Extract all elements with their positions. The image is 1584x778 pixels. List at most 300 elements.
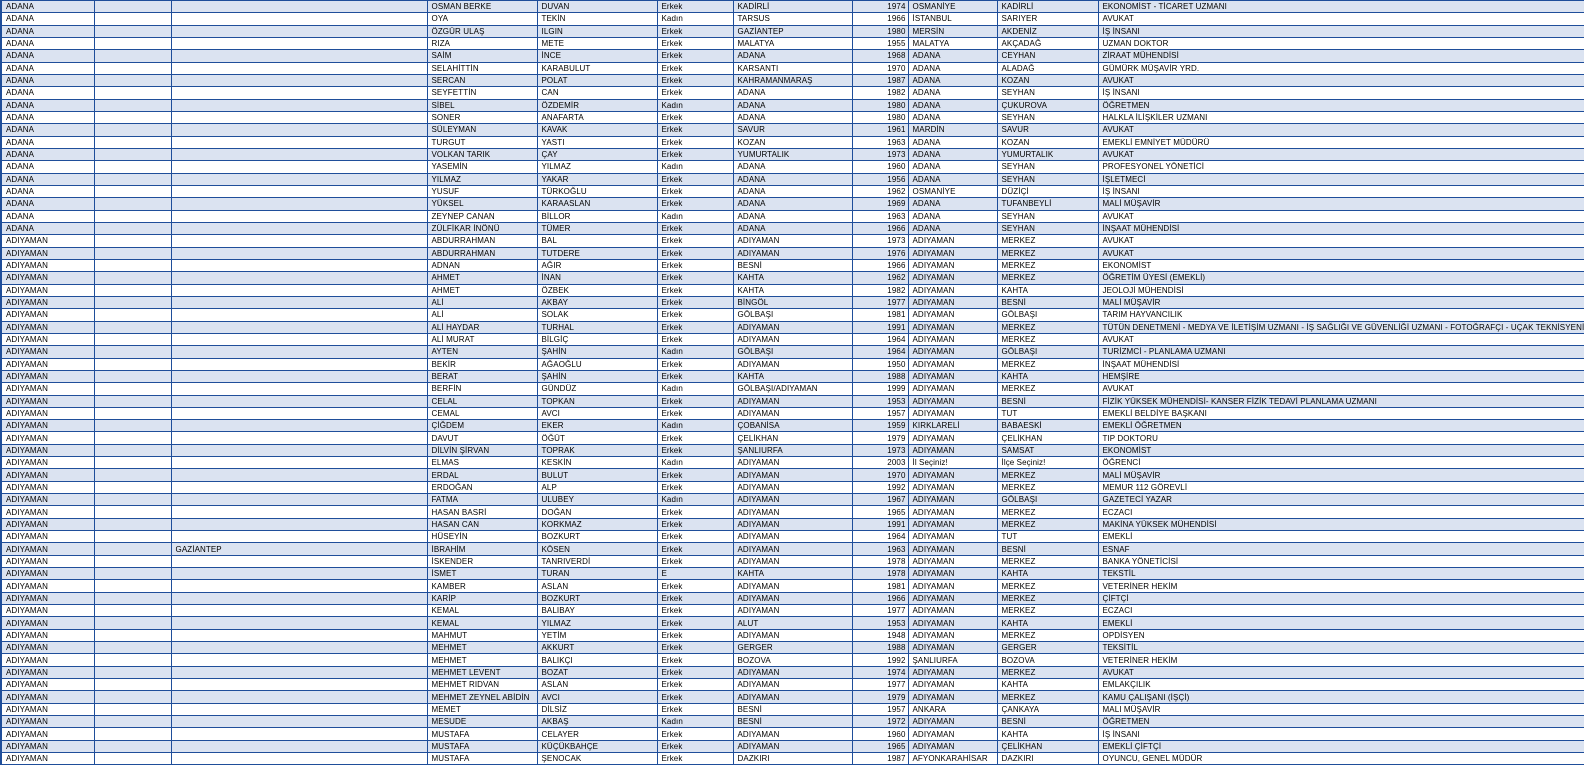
birthplace-cell[interactable]: MALATYA [733,37,852,49]
blank-cell[interactable] [94,420,171,432]
last-name-cell[interactable]: SOLAK [537,309,657,321]
province-cell[interactable]: ADIYAMAN [1,395,94,407]
birthplace-cell[interactable]: ADIYAMAN [733,358,852,370]
alt-province-cell[interactable] [171,531,427,543]
first-name-cell[interactable]: ZEYNEP CANAN [427,210,537,222]
birthplace-cell[interactable]: ADIYAMAN [733,235,852,247]
first-name-cell[interactable]: ALİ [427,309,537,321]
alt-province-cell[interactable] [171,185,427,197]
first-name-cell[interactable]: AHMET [427,284,537,296]
occupation-cell[interactable]: UZMAN DOKTOR [1098,37,1584,49]
alt-province-cell[interactable] [171,87,427,99]
blank-cell[interactable] [94,247,171,259]
province-cell[interactable]: ADIYAMAN [1,407,94,419]
birthplace-cell[interactable]: BİNGÖL [733,296,852,308]
last-name-cell[interactable]: GÜNDÜZ [537,383,657,395]
gender-cell[interactable]: Erkek [657,740,733,752]
residence-province-cell[interactable]: ADIYAMAN [908,543,997,555]
first-name-cell[interactable]: ERDOĞAN [427,481,537,493]
gender-cell[interactable]: Erkek [657,605,733,617]
residence-province-cell[interactable]: İl Seçiniz! [908,457,997,469]
residence-province-cell[interactable]: ADIYAMAN [908,642,997,654]
alt-province-cell[interactable] [171,222,427,234]
gender-cell[interactable]: Kadın [657,457,733,469]
blank-cell[interactable] [94,136,171,148]
occupation-cell[interactable]: MALİ MÜŞAVİR [1098,469,1584,481]
residence-district-cell[interactable]: MERKEZ [997,691,1098,703]
alt-province-cell[interactable] [171,13,427,25]
first-name-cell[interactable]: YÜKSEL [427,198,537,210]
residence-district-cell[interactable]: BESNİ [997,395,1098,407]
first-name-cell[interactable]: MUSTAFA [427,740,537,752]
birth-year-cell[interactable]: 1963 [852,210,908,222]
occupation-cell[interactable]: ECZACI [1098,605,1584,617]
last-name-cell[interactable]: CAN [537,87,657,99]
alt-province-cell[interactable] [171,716,427,728]
occupation-cell[interactable]: EMEKLİ ÇİFTÇİ [1098,740,1584,752]
province-cell[interactable]: ADIYAMAN [1,753,94,765]
residence-province-cell[interactable]: ADIYAMAN [908,272,997,284]
residence-district-cell[interactable]: TUT [997,531,1098,543]
alt-province-cell[interactable] [171,728,427,740]
alt-province-cell[interactable] [171,74,427,86]
blank-cell[interactable] [94,87,171,99]
occupation-cell[interactable]: İNŞAAT MÜHENDİSİ [1098,358,1584,370]
occupation-cell[interactable]: ECZACI [1098,506,1584,518]
first-name-cell[interactable]: MESUDE [427,716,537,728]
gender-cell[interactable]: Erkek [657,37,733,49]
last-name-cell[interactable]: KÜÇÜKBAHÇE [537,740,657,752]
birthplace-cell[interactable]: ADIYAMAN [733,481,852,493]
occupation-cell[interactable]: ZİRAAT MÜHENDİSİ [1098,50,1584,62]
last-name-cell[interactable]: YAKAR [537,173,657,185]
gender-cell[interactable]: Kadın [657,99,733,111]
residence-district-cell[interactable]: TUFANBEYLİ [997,198,1098,210]
residence-province-cell[interactable]: MARDİN [908,124,997,136]
gender-cell[interactable]: Kadın [657,716,733,728]
occupation-cell[interactable]: HALKLA İLİŞKİLER UZMANI [1098,111,1584,123]
residence-district-cell[interactable]: AKDENİZ [997,25,1098,37]
alt-province-cell[interactable] [171,481,427,493]
occupation-cell[interactable]: GÜMÜRK MÜŞAVİR YRD. [1098,62,1584,74]
occupation-cell[interactable]: İŞ İNSANI [1098,87,1584,99]
birthplace-cell[interactable]: KAHTA [733,272,852,284]
birthplace-cell[interactable]: GÖLBAŞI/ADIYAMAN [733,383,852,395]
gender-cell[interactable]: Erkek [657,531,733,543]
occupation-cell[interactable]: İŞ İNSANI [1098,25,1584,37]
residence-province-cell[interactable]: ADIYAMAN [908,740,997,752]
birth-year-cell[interactable]: 1977 [852,679,908,691]
occupation-cell[interactable]: EKONOMİST - TİCARET UZMANI [1098,1,1584,13]
occupation-cell[interactable]: FİZİK YÜKSEK MÜHENDİSİ- KANSER FİZİK TEDAVİ PLANLAMA UZMANI [1098,395,1584,407]
residence-district-cell[interactable]: CEYHAN [997,50,1098,62]
gender-cell[interactable]: Erkek [657,185,733,197]
residence-province-cell[interactable]: ADIYAMAN [908,358,997,370]
birth-year-cell[interactable]: 1953 [852,395,908,407]
first-name-cell[interactable]: BERAT [427,370,537,382]
last-name-cell[interactable]: DOĞAN [537,506,657,518]
gender-cell[interactable]: Erkek [657,111,733,123]
birthplace-cell[interactable]: ADIYAMAN [733,679,852,691]
birthplace-cell[interactable]: ADIYAMAN [733,666,852,678]
birth-year-cell[interactable]: 1960 [852,728,908,740]
province-cell[interactable]: ADIYAMAN [1,740,94,752]
alt-province-cell[interactable] [171,198,427,210]
residence-district-cell[interactable]: AKÇADAĞ [997,37,1098,49]
blank-cell[interactable] [94,74,171,86]
first-name-cell[interactable]: MAHMUT [427,629,537,641]
province-cell[interactable]: ADIYAMAN [1,309,94,321]
alt-province-cell[interactable] [171,617,427,629]
gender-cell[interactable]: Erkek [657,247,733,259]
blank-cell[interactable] [94,654,171,666]
residence-district-cell[interactable]: DÜZİÇİ [997,185,1098,197]
last-name-cell[interactable]: ULUBEY [537,494,657,506]
alt-province-cell[interactable] [171,420,427,432]
alt-province-cell[interactable] [171,679,427,691]
occupation-cell[interactable]: AVUKAT [1098,13,1584,25]
last-name-cell[interactable]: BİLLOR [537,210,657,222]
residence-district-cell[interactable]: SEYHAN [997,111,1098,123]
residence-province-cell[interactable]: ADANA [908,198,997,210]
alt-province-cell[interactable] [171,148,427,160]
residence-district-cell[interactable]: DAZKIRI [997,753,1098,765]
province-cell[interactable]: ADIYAMAN [1,358,94,370]
blank-cell[interactable] [94,543,171,555]
last-name-cell[interactable]: AĞIR [537,259,657,271]
blank-cell[interactable] [94,703,171,715]
residence-province-cell[interactable]: ADIYAMAN [908,481,997,493]
first-name-cell[interactable]: RIZA [427,37,537,49]
alt-province-cell[interactable] [171,629,427,641]
gender-cell[interactable]: Erkek [657,543,733,555]
province-cell[interactable]: ADIYAMAN [1,321,94,333]
birthplace-cell[interactable]: GÖLBAŞI [733,346,852,358]
last-name-cell[interactable]: TURAN [537,568,657,580]
province-cell[interactable]: ADIYAMAN [1,259,94,271]
last-name-cell[interactable]: METE [537,37,657,49]
occupation-cell[interactable]: AVUKAT [1098,210,1584,222]
birth-year-cell[interactable]: 1974 [852,1,908,13]
blank-cell[interactable] [94,469,171,481]
province-cell[interactable]: ADIYAMAN [1,469,94,481]
birth-year-cell[interactable]: 1991 [852,321,908,333]
residence-province-cell[interactable]: ADIYAMAN [908,395,997,407]
residence-province-cell[interactable]: ADANA [908,62,997,74]
occupation-cell[interactable]: TARIM HAYVANCILIK [1098,309,1584,321]
first-name-cell[interactable]: DİLVİN ŞİRVAN [427,444,537,456]
residence-district-cell[interactable]: KAHTA [997,679,1098,691]
birthplace-cell[interactable]: ADIYAMAN [733,605,852,617]
province-cell[interactable]: ADIYAMAN [1,568,94,580]
birth-year-cell[interactable]: 1950 [852,358,908,370]
province-cell[interactable]: ADIYAMAN [1,481,94,493]
occupation-cell[interactable]: TEKSTİL [1098,568,1584,580]
alt-province-cell[interactable] [171,580,427,592]
residence-province-cell[interactable]: ADANA [908,87,997,99]
residence-district-cell[interactable]: ALADAĞ [997,62,1098,74]
gender-cell[interactable]: Erkek [657,395,733,407]
blank-cell[interactable] [94,383,171,395]
last-name-cell[interactable]: ŞAHİN [537,370,657,382]
province-cell[interactable]: ADIYAMAN [1,592,94,604]
gender-cell[interactable]: Erkek [657,173,733,185]
residence-province-cell[interactable]: ADIYAMAN [908,506,997,518]
occupation-cell[interactable]: MAKİNA YÜKSEK MÜHENDİSİ [1098,518,1584,530]
province-cell[interactable]: ADANA [1,222,94,234]
birthplace-cell[interactable]: ADIYAMAN [733,580,852,592]
last-name-cell[interactable]: YILMAZ [537,161,657,173]
province-cell[interactable]: ADANA [1,62,94,74]
birth-year-cell[interactable]: 1953 [852,617,908,629]
residence-district-cell[interactable]: KAHTA [997,728,1098,740]
birth-year-cell[interactable]: 1980 [852,111,908,123]
residence-province-cell[interactable]: ADIYAMAN [908,346,997,358]
residence-district-cell[interactable]: KAHTA [997,284,1098,296]
occupation-cell[interactable]: EMLAKÇILIK [1098,679,1584,691]
blank-cell[interactable] [94,679,171,691]
birthplace-cell[interactable]: KAHRAMANMARAŞ [733,74,852,86]
birth-year-cell[interactable]: 1962 [852,272,908,284]
blank-cell[interactable] [94,740,171,752]
residence-district-cell[interactable]: MERKEZ [997,580,1098,592]
birth-year-cell[interactable]: 1978 [852,568,908,580]
occupation-cell[interactable]: JEOLOJİ MÜHENDİSİ [1098,284,1584,296]
occupation-cell[interactable]: EKONOMİST [1098,444,1584,456]
first-name-cell[interactable]: AYTEN [427,346,537,358]
first-name-cell[interactable]: MEHMET LEVENT [427,666,537,678]
gender-cell[interactable]: Erkek [657,284,733,296]
birth-year-cell[interactable]: 1966 [852,259,908,271]
last-name-cell[interactable]: ASLAN [537,580,657,592]
birth-year-cell[interactable]: 1973 [852,444,908,456]
first-name-cell[interactable]: ALİ MURAT [427,333,537,345]
alt-province-cell[interactable] [171,370,427,382]
first-name-cell[interactable]: KEMAL [427,605,537,617]
residence-province-cell[interactable]: ADIYAMAN [908,370,997,382]
blank-cell[interactable] [94,580,171,592]
alt-province-cell[interactable] [171,444,427,456]
occupation-cell[interactable]: MALI MÜŞAVİR [1098,703,1584,715]
birth-year-cell[interactable]: 1982 [852,87,908,99]
residence-province-cell[interactable]: ADANA [908,148,997,160]
residence-district-cell[interactable]: MERKEZ [997,321,1098,333]
gender-cell[interactable]: Erkek [657,1,733,13]
last-name-cell[interactable]: POLAT [537,74,657,86]
occupation-cell[interactable]: ÖĞRENCİ [1098,457,1584,469]
residence-province-cell[interactable]: OSMANİYE [908,185,997,197]
birth-year-cell[interactable]: 1970 [852,469,908,481]
residence-district-cell[interactable]: MERKEZ [997,333,1098,345]
birthplace-cell[interactable]: ADIYAMAN [733,247,852,259]
residence-province-cell[interactable]: ADIYAMAN [908,617,997,629]
province-cell[interactable]: ADIYAMAN [1,370,94,382]
alt-province-cell[interactable] [171,506,427,518]
province-cell[interactable]: ADANA [1,37,94,49]
birthplace-cell[interactable]: GAZİANTEP [733,25,852,37]
first-name-cell[interactable]: CELAL [427,395,537,407]
gender-cell[interactable]: Erkek [657,481,733,493]
last-name-cell[interactable]: BALIBAY [537,605,657,617]
province-cell[interactable]: ADIYAMAN [1,716,94,728]
last-name-cell[interactable]: AKKURT [537,642,657,654]
alt-province-cell[interactable] [171,111,427,123]
occupation-cell[interactable]: ESNAF [1098,543,1584,555]
alt-province-cell[interactable] [171,592,427,604]
last-name-cell[interactable]: KARAASLAN [537,198,657,210]
birthplace-cell[interactable]: ADIYAMAN [733,469,852,481]
alt-province-cell[interactable] [171,62,427,74]
gender-cell[interactable]: Erkek [657,728,733,740]
birth-year-cell[interactable]: 1957 [852,703,908,715]
province-cell[interactable]: ADANA [1,111,94,123]
blank-cell[interactable] [94,407,171,419]
birthplace-cell[interactable]: KADİRLİ [733,1,852,13]
first-name-cell[interactable]: VOLKAN TARIK [427,148,537,160]
birthplace-cell[interactable]: ADIYAMAN [733,407,852,419]
birth-year-cell[interactable]: 1980 [852,99,908,111]
province-cell[interactable]: ADIYAMAN [1,518,94,530]
gender-cell[interactable]: Erkek [657,235,733,247]
birthplace-cell[interactable]: ADIYAMAN [733,691,852,703]
province-cell[interactable]: ADIYAMAN [1,605,94,617]
alt-province-cell[interactable] [171,333,427,345]
province-cell[interactable]: ADANA [1,50,94,62]
province-cell[interactable]: ADANA [1,25,94,37]
first-name-cell[interactable]: ÖZGÜR ULAŞ [427,25,537,37]
birthplace-cell[interactable]: ADIYAMAN [733,333,852,345]
last-name-cell[interactable]: CELAYER [537,728,657,740]
alt-province-cell[interactable] [171,654,427,666]
occupation-cell[interactable]: PROFESYONEL YÖNETİCİ [1098,161,1584,173]
gender-cell[interactable]: Erkek [657,148,733,160]
alt-province-cell[interactable] [171,740,427,752]
occupation-cell[interactable]: EMEKLİ [1098,531,1584,543]
province-cell[interactable]: ADIYAMAN [1,642,94,654]
gender-cell[interactable]: Erkek [657,87,733,99]
birth-year-cell[interactable]: 1965 [852,506,908,518]
last-name-cell[interactable]: BOZKURT [537,592,657,604]
last-name-cell[interactable]: ÖĞÜT [537,432,657,444]
residence-province-cell[interactable]: ADANA [908,222,997,234]
province-cell[interactable]: ADANA [1,210,94,222]
blank-cell[interactable] [94,185,171,197]
occupation-cell[interactable]: AVUKAT [1098,124,1584,136]
residence-province-cell[interactable]: ADANA [908,111,997,123]
gender-cell[interactable]: Erkek [657,555,733,567]
residence-province-cell[interactable]: ADANA [908,74,997,86]
last-name-cell[interactable]: KORKMAZ [537,518,657,530]
gender-cell[interactable]: Kadın [657,13,733,25]
gender-cell[interactable]: Erkek [657,370,733,382]
province-cell[interactable]: ADIYAMAN [1,494,94,506]
residence-province-cell[interactable]: AFYONKARAHİSAR [908,753,997,765]
gender-cell[interactable]: Erkek [657,272,733,284]
alt-province-cell[interactable] [171,383,427,395]
alt-province-cell[interactable] [171,136,427,148]
birth-year-cell[interactable]: 1956 [852,173,908,185]
blank-cell[interactable] [94,222,171,234]
alt-province-cell[interactable] [171,432,427,444]
last-name-cell[interactable]: İNCE [537,50,657,62]
blank-cell[interactable] [94,296,171,308]
blank-cell[interactable] [94,728,171,740]
birth-year-cell[interactable]: 1987 [852,753,908,765]
occupation-cell[interactable]: İŞ İNSANI [1098,728,1584,740]
last-name-cell[interactable]: BALIKÇI [537,654,657,666]
residence-district-cell[interactable]: SEYHAN [997,173,1098,185]
last-name-cell[interactable]: ILGIN [537,25,657,37]
blank-cell[interactable] [94,259,171,271]
residence-district-cell[interactable]: ÇANKAYA [997,703,1098,715]
first-name-cell[interactable]: SÜLEYMAN [427,124,537,136]
gender-cell[interactable]: Erkek [657,654,733,666]
alt-province-cell[interactable] [171,321,427,333]
blank-cell[interactable] [94,753,171,765]
occupation-cell[interactable]: ÇİFTÇİ [1098,592,1584,604]
first-name-cell[interactable]: MUSTAFA [427,753,537,765]
last-name-cell[interactable]: ALP [537,481,657,493]
first-name-cell[interactable]: İSKENDER [427,555,537,567]
residence-province-cell[interactable]: ADIYAMAN [908,555,997,567]
residence-district-cell[interactable]: ÇELİKHAN [997,432,1098,444]
blank-cell[interactable] [94,481,171,493]
first-name-cell[interactable]: SERCAN [427,74,537,86]
birth-year-cell[interactable]: 1964 [852,333,908,345]
occupation-cell[interactable]: BANKA YÖNETİCİSİ [1098,555,1584,567]
blank-cell[interactable] [94,457,171,469]
blank-cell[interactable] [94,62,171,74]
birth-year-cell[interactable]: 1964 [852,346,908,358]
province-cell[interactable]: ADIYAMAN [1,629,94,641]
first-name-cell[interactable]: ÇİĞDEM [427,420,537,432]
first-name-cell[interactable]: BERFİN [427,383,537,395]
province-cell[interactable]: ADIYAMAN [1,543,94,555]
first-name-cell[interactable]: MEMET [427,703,537,715]
province-cell[interactable]: ADANA [1,99,94,111]
province-cell[interactable]: ADIYAMAN [1,296,94,308]
birthplace-cell[interactable]: ADIYAMAN [733,457,852,469]
occupation-cell[interactable]: TÜTÜN DENETMENİ - MEDYA VE İLETİŞİM UZMANI - İŞ SAĞLIĞI VE GÜVENLİĞİ UZMANI - FOTOĞRAFÇI - UÇAK TEKNİSYENİ [1098,321,1584,333]
province-cell[interactable]: ADANA [1,136,94,148]
residence-district-cell[interactable]: ÇUKUROVA [997,99,1098,111]
blank-cell[interactable] [94,272,171,284]
last-name-cell[interactable]: TUTDERE [537,247,657,259]
alt-province-cell[interactable] [171,494,427,506]
alt-province-cell[interactable] [171,555,427,567]
blank-cell[interactable] [94,1,171,13]
occupation-cell[interactable]: OYUNCU, GENEL MÜDÜR [1098,753,1584,765]
residence-province-cell[interactable]: ADIYAMAN [908,728,997,740]
alt-province-cell[interactable] [171,568,427,580]
residence-district-cell[interactable]: İlçe Seçiniz! [997,457,1098,469]
birthplace-cell[interactable]: ADIYAMAN [733,555,852,567]
residence-province-cell[interactable]: ADIYAMAN [908,383,997,395]
last-name-cell[interactable]: YILMAZ [537,617,657,629]
blank-cell[interactable] [94,531,171,543]
birth-year-cell[interactable]: 1987 [852,74,908,86]
birth-year-cell[interactable]: 1988 [852,370,908,382]
residence-district-cell[interactable]: ÇELİKHAN [997,740,1098,752]
occupation-cell[interactable]: AVUKAT [1098,666,1584,678]
province-cell[interactable]: ADIYAMAN [1,333,94,345]
occupation-cell[interactable]: EMEKLİ BELDİYE BAŞKANI [1098,407,1584,419]
occupation-cell[interactable]: GAZETECİ YAZAR [1098,494,1584,506]
birthplace-cell[interactable]: GERGER [733,642,852,654]
birth-year-cell[interactable]: 1965 [852,740,908,752]
birth-year-cell[interactable]: 1969 [852,198,908,210]
last-name-cell[interactable]: TÜMER [537,222,657,234]
